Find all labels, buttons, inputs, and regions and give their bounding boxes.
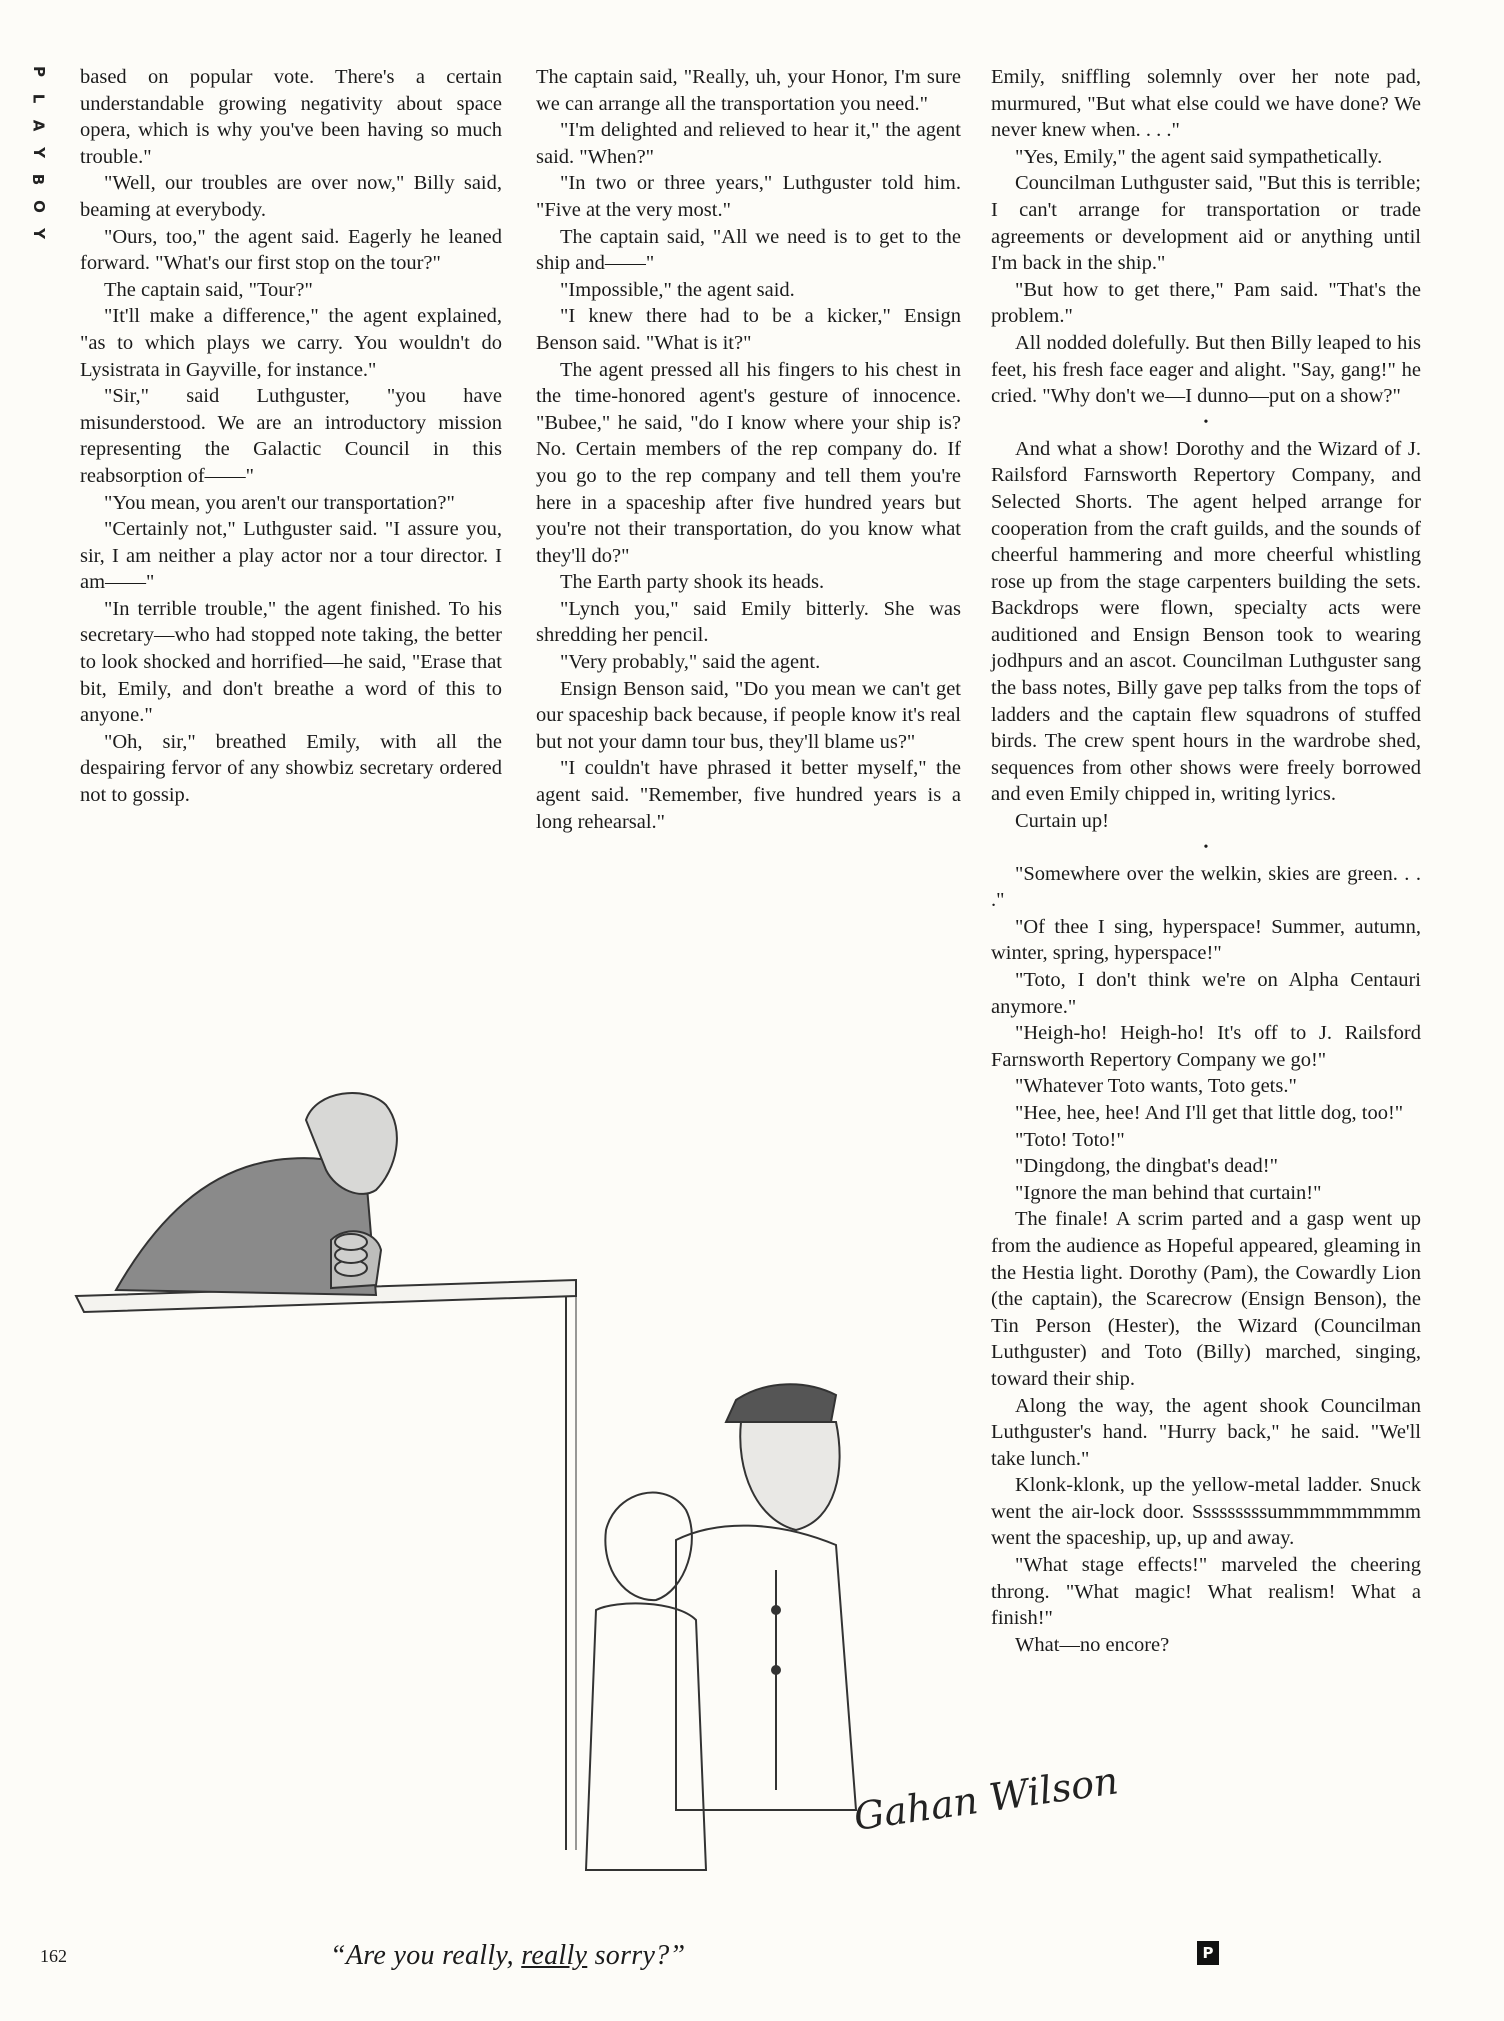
paragraph: The captain said, "Tour?" — [104, 278, 313, 301]
councilman-figure — [586, 1493, 706, 1870]
paragraph: The captain said, "All we need is to get to the ship and——" — [536, 225, 961, 275]
paragraph: Klonk-klonk, up the yellow-metal ladder. Snuck went the air-lock door. Sssssssssummmmmmmmm went the spaceship, up, up and away. — [991, 1474, 1421, 1550]
paragraph: "Sir," said Luthguster, "you have misunderstood. We are an introductory mission representing the Galactic Council in this reabsorption of——" — [80, 385, 502, 487]
paragraph: "Whatever Toto wants, Toto gets." — [1015, 1075, 1297, 1098]
paragraph: "Well, our troubles are over now," Billy said, beaming at everybody. — [80, 172, 502, 221]
rabbit-head-end-mark-icon: P — [1197, 1941, 1219, 1965]
masthead-letter: P — [29, 66, 48, 77]
paragraph: Emily, sniffling solemnly over her note pad, murmured, "But what else could we have done? We never knew when. . . ." — [991, 66, 1421, 142]
paragraph: "Lynch you," said Emily bitterly. She was shredding her pencil. — [536, 597, 961, 647]
paragraph: "Yes, Emily," the agent said sympathetically. — [1015, 145, 1383, 168]
text-column-1 — [80, 64, 502, 809]
cartoon-caption — [330, 1940, 685, 1972]
paragraph: "What stage effects!" marveled the cheering throng. "What magic! What realism! What a finish!" — [991, 1554, 1421, 1630]
paragraph: "But how to get there," Pam said. "That's the problem." — [991, 278, 1421, 328]
paragraph: "Toto, I don't think we're on Alpha Centauri anymore." — [991, 969, 1421, 1018]
paragraph: The finale! A scrim parted and a gasp went up from the audience as Hopeful appeared, gleaming in the Hestia light. Dorothy (Pam), the Cowardly Lion (the captain), the Scarecrow (Ensign Benson), the Tin Person (Hester), the Wizard (Councilman Luthguster) and Toto (Billy) marched, singing, toward their ship. — [991, 1208, 1421, 1390]
playboy-masthead — [28, 58, 48, 247]
section-break-bullet: • — [1203, 839, 1209, 855]
masthead-letter: B — [29, 173, 48, 186]
paragraph: And what a show! Dorothy and the Wizard of J. Railsford Farnsworth Repertory Company, and Selected Shorts. The agent helped arrange for cooperation from the craft guilds, and the sounds of cheerful hammering and more cheerful whistling rose up from the stage carpenters building the sets. Backdrops were flown, specialty acts were auditioned and Ensign Benson took to wearing jodhpurs and an ascot. Councilman Luthguster sang the bass notes, Billy gave pep talks from the tops of ladders and the captain flew squadrons of stuffed birds. The crew spent hours in the wardrobe shed, sequences from other shows were freely borrowed and even Emily chipped in, writing lyrics. — [991, 437, 1421, 806]
paragraph: "I knew there had to be a kicker," Ensign Benson said. "What is it?" — [536, 305, 961, 354]
paragraph: "It'll make a difference," the agent explained, "as to which plays we carry. You wouldn't do Lysistrata in Gayville, for instance." — [80, 305, 502, 381]
paragraph: Councilman Luthguster said, "But this is terrible; I can't arrange for transportation or trade agreements or development aid or anything until I'm back in the ship." — [991, 172, 1421, 275]
paragraph: "In two or three years," Luthguster told him. "Five at the very most." — [536, 172, 961, 221]
judge-bench — [76, 1280, 576, 1850]
paragraph: "Hee, hee, hee! And I'll get that little dog, too!" — [1015, 1101, 1404, 1124]
paragraph: "Ours, too," the agent said. Eagerly he leaned forward. "What's our first stop on the tour?" — [80, 225, 502, 275]
paragraph: "Certainly not," Luthguster said. "I assure you, sir, I am neither a play actor nor a tour director. I am——" — [80, 518, 502, 594]
paragraph: The Earth party shook its heads. — [560, 571, 825, 594]
paragraph: "Dingdong, the dingbat's dead!" — [1015, 1155, 1278, 1178]
paragraph: "You mean, you aren't our transportation?" — [104, 491, 455, 514]
paragraph: "In terrible trouble," the agent finished. To his secretary—who had stopped note taking, the better to look shocked and horrified—he said, "Erase that bit, Emily, and don't breathe a word of this to anyone." — [80, 597, 502, 727]
paragraph: Curtain up! — [1015, 810, 1109, 833]
paragraph: "Impossible," the agent said. — [560, 278, 795, 301]
artist-signature: Gahan Wilson — [851, 1758, 1121, 1839]
caption-underlined: really — [521, 1940, 588, 1971]
paragraph: All nodded dolefully. But then Billy leaped to his feet, his fresh face eager and alight. "Say, gang!" he cried. "Why don't we—I dunno—put on a show?" — [991, 331, 1421, 408]
judge-figure — [116, 1093, 397, 1295]
paragraph: What—no encore? — [1015, 1633, 1170, 1656]
paragraph: "Toto! Toto!" — [1015, 1128, 1125, 1151]
paragraph: "Heigh-ho! Heigh-ho! It's off to J. Railsford Farnsworth Repertory Company we go!" — [991, 1022, 1421, 1071]
paragraph: "I'm delighted and relieved to hear it," the agent said. "When?" — [536, 119, 961, 168]
captain-figure — [676, 1384, 856, 1810]
section-break-bullet: • — [1203, 414, 1209, 430]
text-column-2 — [536, 64, 961, 835]
masthead-letter: Y — [29, 228, 48, 239]
paragraph: "Very probably," said the agent. — [560, 651, 821, 674]
caption-before: “Are you really, — [330, 1940, 522, 1971]
page-number: 162 — [40, 1946, 67, 1966]
paragraph: "I couldn't have phrased it better myself," the agent said. "Remember, five hundred years is a long rehearsal." — [536, 757, 961, 833]
masthead-letter: L — [29, 93, 48, 104]
masthead-letter: O — [29, 200, 48, 213]
paragraph: "Oh, sir," breathed Emily, with all the despairing fervor of any showbiz secretary ordered not to gossip. — [80, 730, 502, 807]
paragraph: The captain said, "Really, uh, your Honor, I'm sure we can arrange all the transportation you need." — [536, 66, 961, 115]
paragraph: The agent pressed all his fingers to his chest in the time-honored agent's gesture of innocence. "Bubee," he said, "do I know where your ship is? No. Certain members of the rep company do. If you go to the rep company and tell them you're here in a spaceship after five hundred years but you're not their transportation, do you know what they'll do?" — [536, 358, 961, 567]
paragraph: Along the way, the agent shook Councilman Luthguster's hand. "Hurry back," he said. "We'll take lunch." — [991, 1394, 1421, 1470]
masthead-letter: A — [29, 119, 48, 132]
masthead-letter: Y — [29, 147, 48, 158]
paragraph: "Of thee I sing, hyperspace! Summer, autumn, winter, spring, hyperspace!" — [991, 915, 1421, 965]
paragraph: "Ignore the man behind that curtain!" — [1015, 1181, 1322, 1204]
caption-after: sorry?” — [587, 1940, 686, 1971]
paragraph: based on popular vote. There's a certain understandable growing negativity about space opera, which is why you've been having so much trouble." — [80, 66, 502, 168]
paragraph: Ensign Benson said, "Do you mean we can't get our spaceship back because, if people know it's real but not your damn tour bus, they'll blame us?" — [536, 677, 961, 753]
paragraph: "Somewhere over the welkin, skies are green. . . ." — [991, 862, 1421, 912]
text-column-3 — [991, 64, 1421, 1658]
